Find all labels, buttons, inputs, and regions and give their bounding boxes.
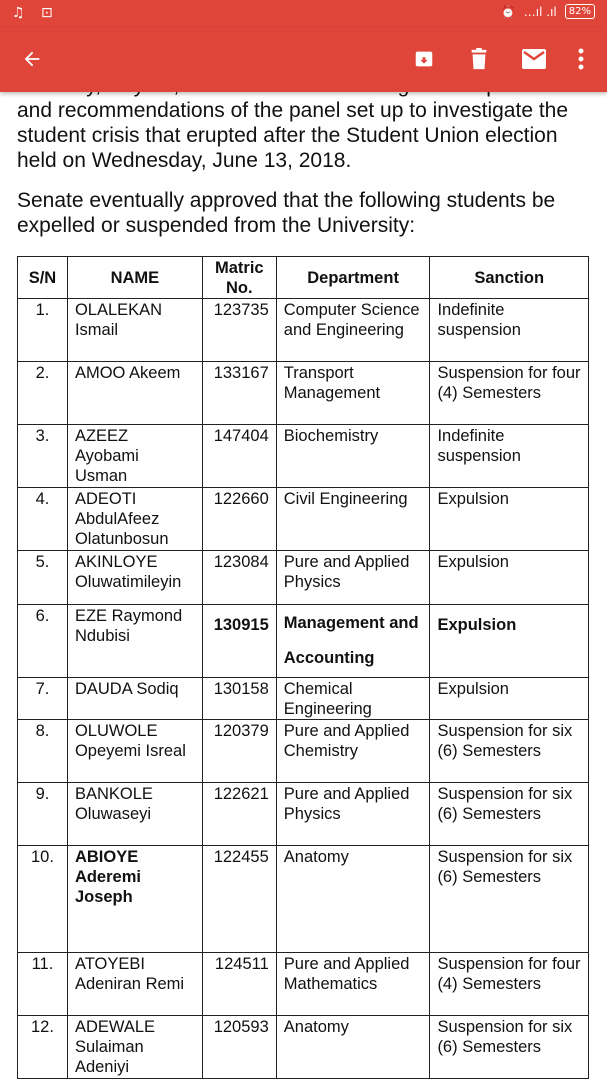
cell-sanction: Suspension for four (4) Semesters	[430, 953, 589, 1016]
cell-sanction: Suspension for four (4) Semesters	[430, 362, 589, 425]
table-row	[18, 678, 589, 720]
cell-sanction: Expulsion	[430, 605, 589, 678]
status-bar	[0, 0, 607, 27]
cell-matric: 122455	[202, 846, 276, 953]
arrow-left-icon	[21, 48, 43, 70]
archive-icon	[413, 48, 435, 70]
cell-department: Transport Management	[276, 362, 430, 425]
cell-matric: 122660	[202, 488, 276, 551]
cell-sanction: Expulsion	[430, 488, 589, 551]
cell-department: Computer Science and Engineering	[276, 299, 430, 362]
notification-icons: ♫ ⊡	[12, 5, 59, 21]
cell-matric: 147404	[202, 425, 276, 488]
cell-sn: 1.	[18, 299, 68, 362]
mark-unread-button[interactable]	[516, 41, 552, 77]
cell-matric: 130158	[202, 678, 276, 720]
table-row	[18, 362, 589, 425]
cell-sn: 5.	[18, 551, 68, 605]
header-sanction: Sanction	[430, 257, 589, 299]
cell-matric: 123735	[202, 299, 276, 362]
paragraph-1: and recommendations of the panel set up to investigate the student crisis that erupted after the Student Union election held on Wednesday, June 13, 2018.	[17, 99, 569, 172]
cell-sn: 2.	[18, 362, 68, 425]
header-department: Department	[276, 257, 430, 299]
cell-matric: 122621	[202, 783, 276, 846]
table-row	[18, 1016, 589, 1079]
cell-matric: 120593	[202, 1016, 276, 1079]
cell-sanction: Suspension for six (6) Semesters	[430, 783, 589, 846]
cell-department: Pure and Applied Physics	[276, 783, 430, 846]
cell-name: ATOYEBI Adeniran Remi	[67, 953, 202, 1016]
table-row	[18, 846, 589, 953]
signal-icon: …ıl .ıl	[523, 4, 557, 19]
cell-name: AKINLOYE Oluwatimileyin	[67, 551, 202, 605]
cell-matric: 130915	[202, 605, 276, 678]
cell-name: ADEOTI AbdulAfeez Olatunbosun	[67, 488, 202, 551]
sanctions-table	[17, 256, 589, 1079]
table-row	[18, 425, 589, 488]
delete-button[interactable]	[461, 41, 497, 77]
app-toolbar	[0, 27, 607, 92]
cell-department: Pure and Applied Chemistry	[276, 720, 430, 783]
cell-name: DAUDA Sodiq	[67, 678, 202, 720]
cell-sanction: Indefinite suspension	[430, 425, 589, 488]
header-sn: S/N	[18, 257, 68, 299]
cell-sn: 7.	[18, 678, 68, 720]
cell-sanction: Suspension for six (6) Semesters	[430, 1016, 589, 1079]
back-button[interactable]	[14, 41, 50, 77]
mail-icon	[522, 49, 546, 69]
cell-sn: 11.	[18, 953, 68, 1016]
battery-indicator: 82%	[565, 4, 595, 19]
table-row	[18, 720, 589, 783]
paragraph-2: Senate eventually approved that the following students be expelled or suspended from the University:	[17, 189, 556, 237]
table-row	[18, 488, 589, 551]
cell-sanction: Indefinite suspension	[430, 299, 589, 362]
cell-sanction: Expulsion	[430, 551, 589, 605]
cell-department: Management and Accounting	[276, 605, 430, 678]
table-row	[18, 551, 589, 605]
cell-sanction: Suspension for six (6) Semesters	[430, 720, 589, 783]
more-vertical-icon	[578, 48, 584, 70]
archive-button[interactable]	[406, 41, 442, 77]
cell-matric: 123084	[202, 551, 276, 605]
cell-name: ADEWALE Sulaiman Adeniyi	[67, 1016, 202, 1079]
cell-department: Anatomy	[276, 1016, 430, 1079]
cell-department: Anatomy	[276, 846, 430, 953]
trash-icon	[469, 48, 489, 70]
cell-name: AMOO Akeem	[67, 362, 202, 425]
status-right	[501, 4, 595, 19]
cell-sn: 4.	[18, 488, 68, 551]
cell-department: Biochemistry	[276, 425, 430, 488]
table-header-row	[18, 257, 589, 299]
more-options-button[interactable]	[563, 41, 599, 77]
cell-matric: 133167	[202, 362, 276, 425]
cell-matric: 120379	[202, 720, 276, 783]
header-matric: Matric No.	[202, 257, 276, 299]
cell-sn: 12.	[18, 1016, 68, 1079]
cell-name: ABIOYE Aderemi Joseph	[67, 846, 202, 953]
alarm-icon: ⏰	[500, 4, 516, 19]
table-row	[18, 299, 589, 362]
cell-sn: 3.	[18, 425, 68, 488]
cell-name: OLALEKAN Ismail	[67, 299, 202, 362]
cell-department: Pure and Applied Mathematics	[276, 953, 430, 1016]
table-row	[18, 605, 589, 678]
cell-sn: 6.	[18, 605, 68, 678]
cell-sn: 8.	[18, 720, 68, 783]
cell-name: AZEEZ Ayobami Usman	[67, 425, 202, 488]
cell-sanction: Suspension for six (6) Semesters	[430, 846, 589, 953]
cell-department: Pure and Applied Physics	[276, 551, 430, 605]
cell-name: OLUWOLE Opeyemi Isreal	[67, 720, 202, 783]
cell-department: Civil Engineering	[276, 488, 430, 551]
cell-matric: 124511	[202, 953, 276, 1016]
cell-department: Chemical Engineering	[276, 678, 430, 720]
cell-sn: 10.	[18, 846, 68, 953]
table-row	[18, 783, 589, 846]
cell-sn: 9.	[18, 783, 68, 846]
cell-sanction: Expulsion	[430, 678, 589, 720]
cell-name: EZE Raymond Ndubisi	[67, 605, 202, 678]
cell-name: BANKOLE Oluwaseyi	[67, 783, 202, 846]
table-row	[18, 953, 589, 1016]
header-name: NAME	[67, 257, 202, 299]
